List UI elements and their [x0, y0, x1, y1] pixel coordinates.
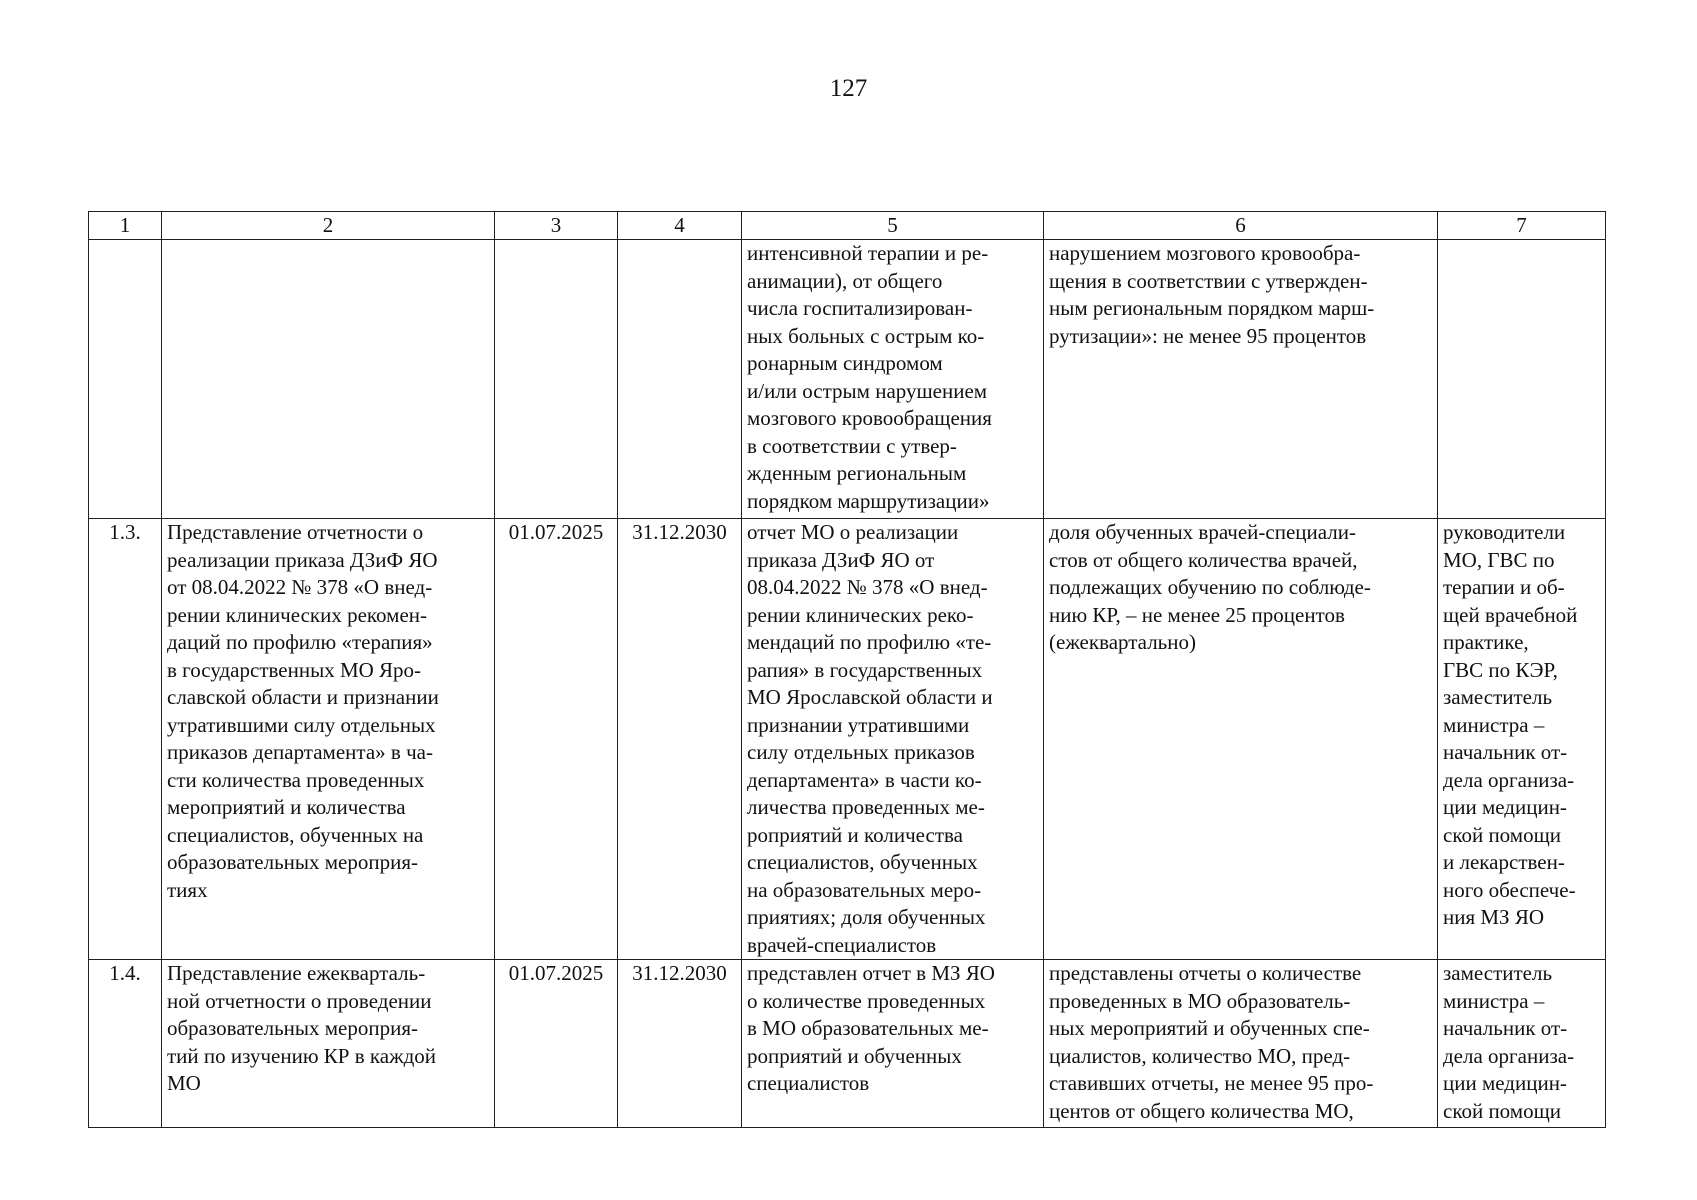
measure-name-cell: [162, 240, 495, 519]
start-date-cell: 01.07.2025: [495, 960, 618, 1128]
responsible-cell: заместитель министра – начальник от- дела организа- ции медицин- ской помощи: [1438, 960, 1606, 1128]
result-cell: отчет МО о реализации приказа ДЗиФ ЯО от 08.04.2022 № 378 «О внед- рении клинических реко- мендаций по профилю «те- рапия» в государственных МО Ярославской области и признании утратившими силу отдельных приказов департамента» в части ко- личества проведенных ме- роприятий и количества специалистов, обученных на образовательных меро- приятиях; доля обученных врачей-специалистов: [742, 519, 1044, 960]
result-cell: интенсивной терапии и ре- анимации), от общего числа госпитализирован- ных больных с острым ко- ронарным синдромом и/или острым нарушением мозгового кровообращения в соответствии с утвер- жденным региональным порядком маршрутизации»: [742, 240, 1044, 519]
measure-name-cell: Представление отчетности о реализации приказа ДЗиФ ЯО от 08.04.2022 № 378 «О внед- рении клинических рекомен- даций по профилю «терапия» в государственных МО Яро- славской области и признании утратившими силу отдельных приказов департамента» в ча- сти количества проведенных мероприятий и количества специалистов, обученных на образовательных мероприя- тиях: [162, 519, 495, 960]
end-date-cell: 31.12.2030: [618, 519, 742, 960]
table-row-continuation: [89, 240, 1606, 519]
indicator-cell: нарушением мозгового кровообра- щения в соответствии с утвержден- ным региональным порядком марш- рутизации»: не менее 95 процентов: [1044, 240, 1438, 519]
column-header-4: 4: [618, 212, 742, 240]
end-date-cell: [618, 240, 742, 519]
column-header-3: 3: [495, 212, 618, 240]
measure-name-cell: Представление ежекварталь- ной отчетности о проведении образовательных мероприя- тий по изучению КР в каждой МО: [162, 960, 495, 1128]
responsible-cell: руководители МО, ГВС по терапии и об- щей врачебной практике, ГВС по КЭР, заместитель министра – начальник от- дела организа- ции медицин- ской помощи и лекарствен- ного обеспече- ния МЗ ЯО: [1438, 519, 1606, 960]
result-cell: представлен отчет в МЗ ЯО о количестве проведенных в МО образовательных ме- роприятий и обученных специалистов: [742, 960, 1044, 1128]
column-number-header-row: [89, 212, 1606, 240]
row-number-cell: [89, 240, 162, 519]
row-number-cell: 1.4.: [89, 960, 162, 1128]
measures-table: [88, 211, 1606, 1128]
column-header-2: 2: [162, 212, 495, 240]
end-date-cell: 31.12.2030: [618, 960, 742, 1128]
column-header-6: 6: [1044, 212, 1438, 240]
column-header-1: 1: [89, 212, 162, 240]
column-header-7: 7: [1438, 212, 1606, 240]
column-header-5: 5: [742, 212, 1044, 240]
start-date-cell: [495, 240, 618, 519]
indicator-cell: представлены отчеты о количестве проведенных в МО образователь- ных мероприятий и обученных спе- циалистов, количество МО, пред- ставивших отчеты, не менее 95 про- центов от общего количества МО,: [1044, 960, 1438, 1128]
indicator-cell: доля обученных врачей-специали- стов от общего количества врачей, подлежащих обучению по соблюде- нию КР, – не менее 25 процентов (ежеквартально): [1044, 519, 1438, 960]
row-number-cell: 1.3.: [89, 519, 162, 960]
table-row-1-4: [89, 960, 1606, 1128]
table-row-1-3: [89, 519, 1606, 960]
responsible-cell: [1438, 240, 1606, 519]
page-number: 127: [829, 75, 868, 102]
start-date-cell: 01.07.2025: [495, 519, 618, 960]
